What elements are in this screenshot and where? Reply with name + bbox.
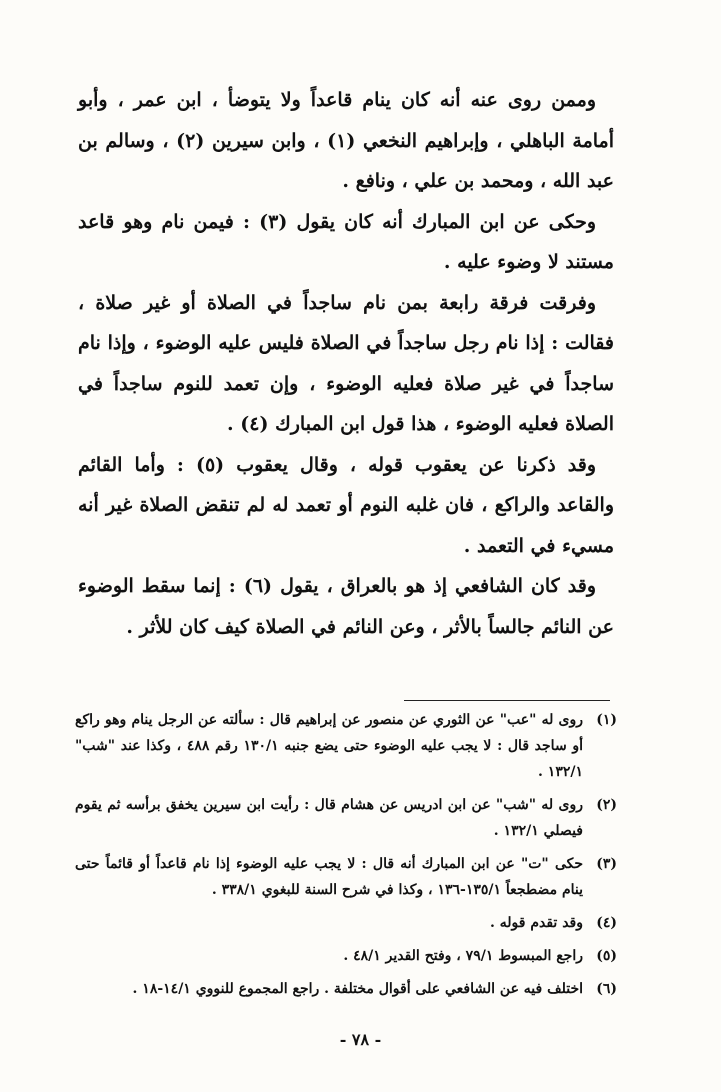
footnote-3 [75, 851, 617, 903]
footnotes [75, 707, 617, 1009]
paragraph-3 [78, 283, 614, 445]
main-text [78, 80, 614, 647]
footnote-number: (٣) [596, 856, 617, 872]
footnote-text: حكى "ت" عن ابن المبارك أنه قال : لا يجب عليه الوضوء إذا نام قاعداً أو قائماً حتى ينام مضطجعاً ١٣٥/١-١٣٦ ، وكذا في شرح السنة للبغوي ٣٣٨/١ . [75, 856, 583, 898]
footnote-text: روى له "شب" عن ابن ادريس عن هشام قال : رأيت ابن سيرين يخفق برأسه ثم يقوم فيصلي ١٣٢/١ . [75, 797, 583, 839]
footnote-text: راجع المبسوط ٧٩/١ ، وفتح القدير ٤٨/١ . [343, 948, 583, 964]
footnote-2 [75, 792, 617, 844]
footnote-number: (٦) [596, 981, 617, 997]
footnote-number: (٥) [596, 948, 617, 964]
footnote-1 [75, 707, 617, 785]
footnote-text: اختلف فيه عن الشافعي على أقوال مختلفة . راجع المجموع للنووي ١٤/١-١٨ . [132, 981, 583, 997]
footnote-6 [75, 976, 617, 1002]
paragraph-1 [78, 80, 614, 202]
footnote-number: (٤) [596, 915, 617, 931]
footnote-number: (٢) [596, 797, 617, 813]
paragraph-text: وحكى عن ابن المبارك أنه كان يقول (٣) : فيمن نام وهو قاعد مستند لا وضوء عليه . [78, 210, 614, 273]
page-number: - ٧٨ - [339, 1030, 382, 1049]
footnote-4 [75, 910, 617, 936]
paragraph-2 [78, 202, 614, 283]
paragraph-5 [78, 566, 614, 647]
footnote-5 [75, 943, 617, 969]
paragraph-text: وفرقت فرقة رابعة بمن نام ساجداً في الصلاة أو غير صلاة ، فقالت : إذا نام رجل ساجداً في الصلاة فليس عليه الوضوء ، وإذا نام ساجداً في غير صلاة فعليه الوضوء ، وإن تعمد للنوم ساجداً في الصلاة فعليه الوضوء ، هذا قول ابن المبارك (٤) . [78, 291, 614, 435]
footnote-text: وقد تقدم قوله . [490, 915, 583, 931]
footnote-separator [404, 700, 610, 701]
paragraph-text: وممن روى عنه أنه كان ينام قاعداً ولا يتوضأ ، ابن عمر ، وأبو أمامة الباهلي ، وإبراهيم النخعي (١) ، وابن سيرين (٢) ، وسالم بن عبد الله ، ومحمد بن علي ، ونافع . [78, 89, 614, 192]
paragraph-text: وقد كان الشافعي إذ هو بالعراق ، يقول (٦) : إنما سقط الوضوء عن النائم جالساً بالأثر ، وعن النائم في الصلاة كيف كان للأثر . [78, 575, 614, 638]
footnote-number: (١) [596, 712, 617, 728]
paragraph-4 [78, 445, 614, 567]
paragraph-text: وقد ذكرنا عن يعقوب قوله ، وقال يعقوب (٥) : وأما القائم والقاعد والراكع ، فان غلبه النوم أو تعمد له لم تنقض الصلاة غير أنه مسيء في التعمد . [78, 453, 614, 557]
footnote-text: روى له "عب" عن الثوري عن منصور عن إبراهيم قال : سألته عن الرجل ينام وهو راكع أو ساجد قال : لا يجب عليه الوضوء حتى يضع جنبه ١٣٠/١ رقم ٤٨٨ ، وكذا عند "شب" ١٣٢/١ . [75, 712, 583, 780]
